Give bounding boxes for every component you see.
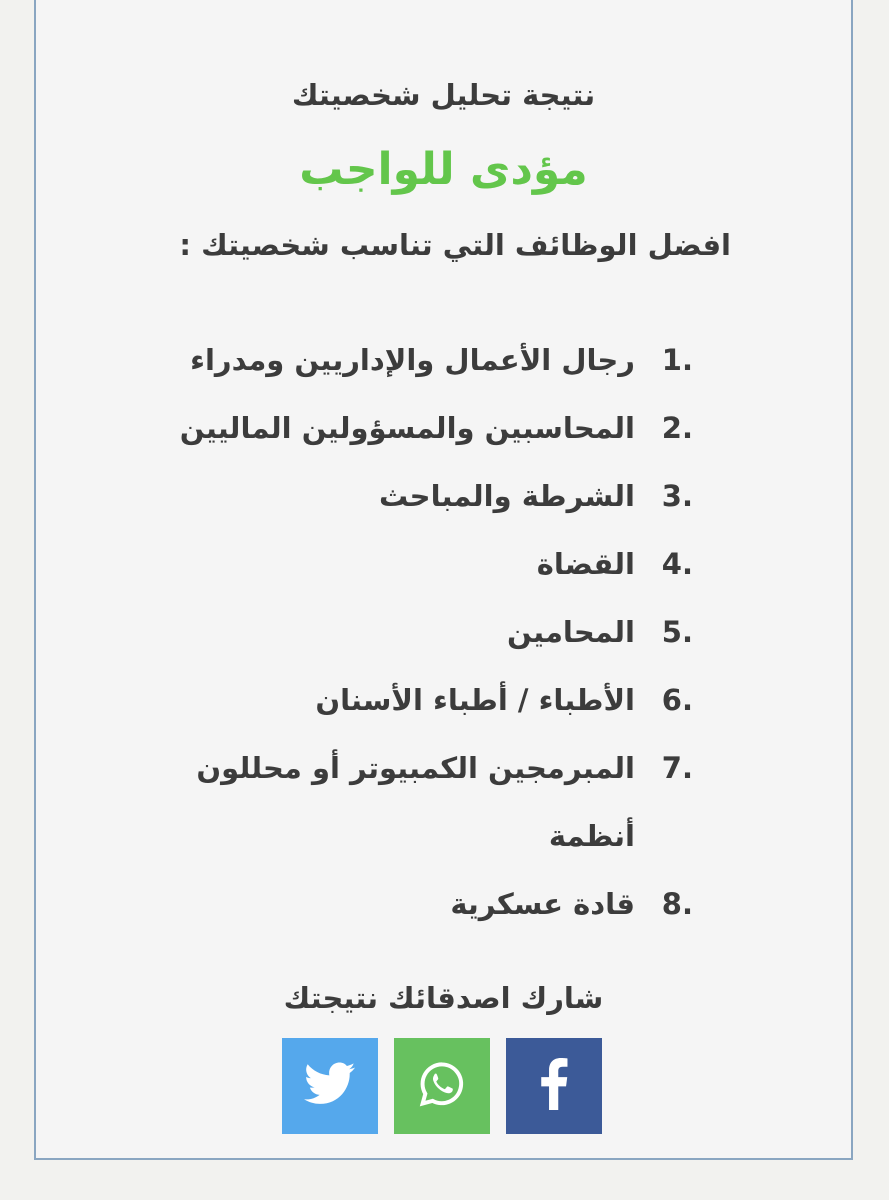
- whatsapp-icon: [417, 1059, 467, 1113]
- list-item-text: قادة عسكرية: [450, 887, 635, 921]
- list-item-text: المبرمجين الكمبيوتر أو محللون أنظمة: [196, 751, 635, 853]
- list-item: [173, 394, 693, 462]
- list-item-text: رجال الأعمال والإداريين ومدراء: [190, 343, 635, 377]
- list-item-text: القضاة: [536, 547, 635, 581]
- list-item-number: 2.: [661, 411, 693, 445]
- list-item-text: المحاسبين والمسؤولين الماليين: [179, 411, 635, 445]
- list-item-number: 6.: [661, 683, 693, 717]
- list-item-number: 8.: [661, 887, 693, 921]
- facebook-f-icon: [536, 1058, 572, 1114]
- list-item: [173, 666, 693, 734]
- list-item: [173, 530, 693, 598]
- list-item-number: 4.: [661, 547, 693, 581]
- list-item-text: المحامين: [507, 615, 635, 649]
- personality-type-title: مؤدى للواجب: [299, 144, 588, 195]
- list-item-text: الأطباء / أطباء الأسنان: [315, 683, 635, 717]
- whatsapp-share-button[interactable]: [394, 1038, 490, 1134]
- list-item: [173, 870, 693, 938]
- share-buttons: [282, 1038, 602, 1134]
- list-item: [173, 598, 693, 666]
- list-item-text: الشرطة والمباحث: [378, 479, 635, 513]
- jobs-heading: افضل الوظائف التي تناسب شخصيتك :: [179, 228, 731, 262]
- facebook-share-button[interactable]: [506, 1038, 602, 1134]
- list-item-number: 1.: [661, 343, 693, 377]
- result-card: [34, 0, 853, 1160]
- list-item-number: 3.: [661, 479, 693, 513]
- twitter-share-button[interactable]: [282, 1038, 378, 1134]
- list-item: [173, 734, 693, 870]
- jobs-list: [173, 326, 693, 938]
- twitter-bird-icon: [304, 1062, 356, 1110]
- list-item-number: 5.: [661, 615, 693, 649]
- share-label: شارك اصدقائك نتيجتك: [283, 981, 604, 1015]
- list-item: [173, 462, 693, 530]
- result-subtitle: نتيجة تحليل شخصيتك: [291, 78, 596, 112]
- list-item: [173, 326, 693, 394]
- list-item-number: 7.: [661, 751, 693, 785]
